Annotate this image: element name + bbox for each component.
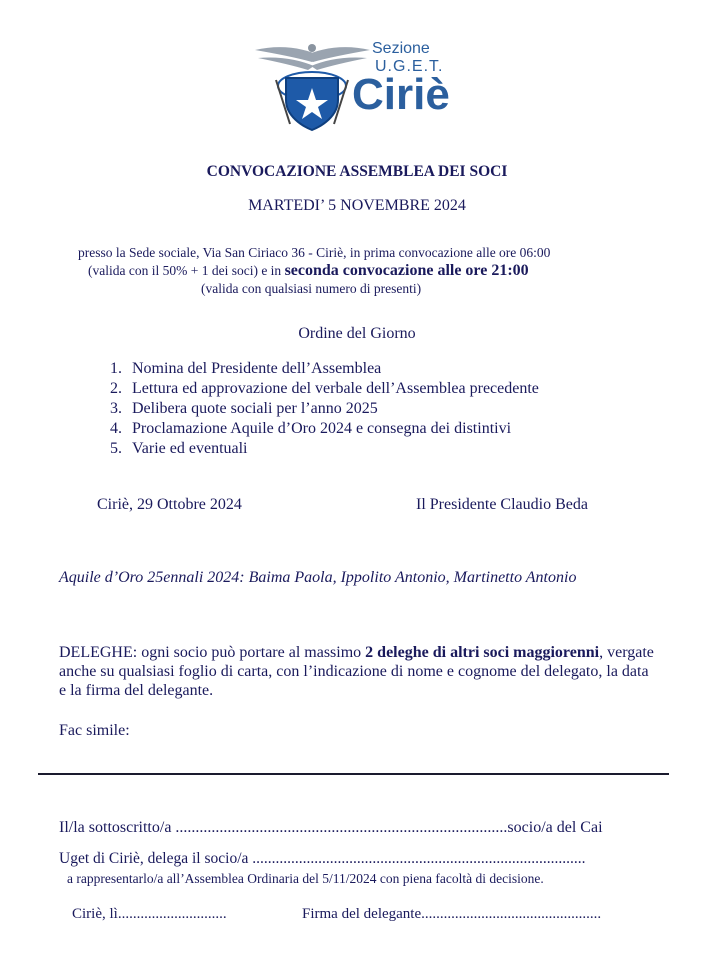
delegations-limit: 2 deleghe di altri soci maggiorenni — [365, 644, 600, 661]
venue-line-2-prefix: (valida con il 50% + 1 dei soci) e in — [88, 263, 285, 278]
agenda-list — [110, 359, 539, 459]
form-place-field: Ciriè, lì............................. — [72, 906, 227, 922]
agenda-item-text: Varie ed eventuali — [132, 440, 248, 457]
venue-line-3: (valida con qualsiasi numero di presenti) — [201, 281, 422, 296]
awards-line: Aquile d’Oro 25ennali 2024: Baima Paola, Ippolito Antonio, Martinetto Antonio — [59, 569, 577, 586]
agenda-item-text: Proclamazione Aquile d’Oro 2024 e consegna dei distintivi — [132, 420, 512, 437]
delegations-paragraph — [59, 643, 659, 700]
agenda-item-text: Lettura ed approvazione del verbale dell’Assemblea precedente — [132, 380, 539, 397]
agenda-item — [110, 439, 539, 459]
agenda-item-number: 5. — [110, 440, 122, 457]
meeting-date: MARTEDI’ 5 NOVEMBRE 2024 — [248, 197, 466, 214]
document-title: CONVOCAZIONE ASSEMBLEA DEI SOCI — [206, 163, 508, 180]
logo-city-label: Ciriè — [352, 70, 450, 119]
agenda-item-text: Nomina del Presidente dell’Assemblea — [132, 360, 382, 377]
place-and-date: Ciriè, 29 Ottobre 2024 — [97, 496, 242, 513]
agenda-item-number: 4. — [110, 420, 122, 437]
fac-simile-label: Fac simile: — [59, 722, 130, 739]
delegations-suffix: , vergate anche su qualsiasi foglio di carta, con l’indicazione di nome e cognome del delegato, la data e la firma del delegante. — [59, 644, 654, 699]
form-line-2: Uget di Ciriè, delega il socio/a ...................................................................................... — [59, 850, 586, 867]
venue-line-2 — [88, 262, 529, 280]
president-signature: Il Presidente Claudio Beda — [416, 496, 588, 513]
form-line-3: a rappresentarlo/a all’Assemblea Ordinaria del 5/11/2024 con piena facoltà di decisione. — [67, 871, 544, 886]
agenda-item — [110, 379, 539, 399]
logo-uget-label: U.G.E.T. — [375, 58, 444, 75]
agenda-item-number: 1. — [110, 360, 122, 377]
agenda-item — [110, 359, 539, 379]
form-signature-field: Firma del delegante................................................ — [302, 906, 602, 922]
agenda-item — [110, 399, 539, 419]
agenda-title: Ordine del Giorno — [298, 325, 416, 342]
agenda-item-number: 3. — [110, 400, 122, 417]
venue-line-1: presso la Sede sociale, Via San Ciriaco 36 - Ciriè, in prima convocazione alle ore 06:00 — [78, 245, 551, 260]
logo-section-label: Sezione — [372, 40, 430, 57]
agenda-item — [110, 419, 539, 439]
form-line-1: Il/la sottoscritto/a ...................................................................................socio/a del Cai — [59, 819, 603, 836]
delegations-prefix: DELEGHE: ogni socio può portare al massimo — [59, 644, 366, 661]
agenda-item-number: 2. — [110, 380, 122, 397]
separator-line — [38, 773, 669, 775]
agenda-item-text: Delibera quote sociali per l’anno 2025 — [132, 400, 378, 417]
second-call-time: seconda convocazione alle ore 21:00 — [284, 262, 529, 279]
